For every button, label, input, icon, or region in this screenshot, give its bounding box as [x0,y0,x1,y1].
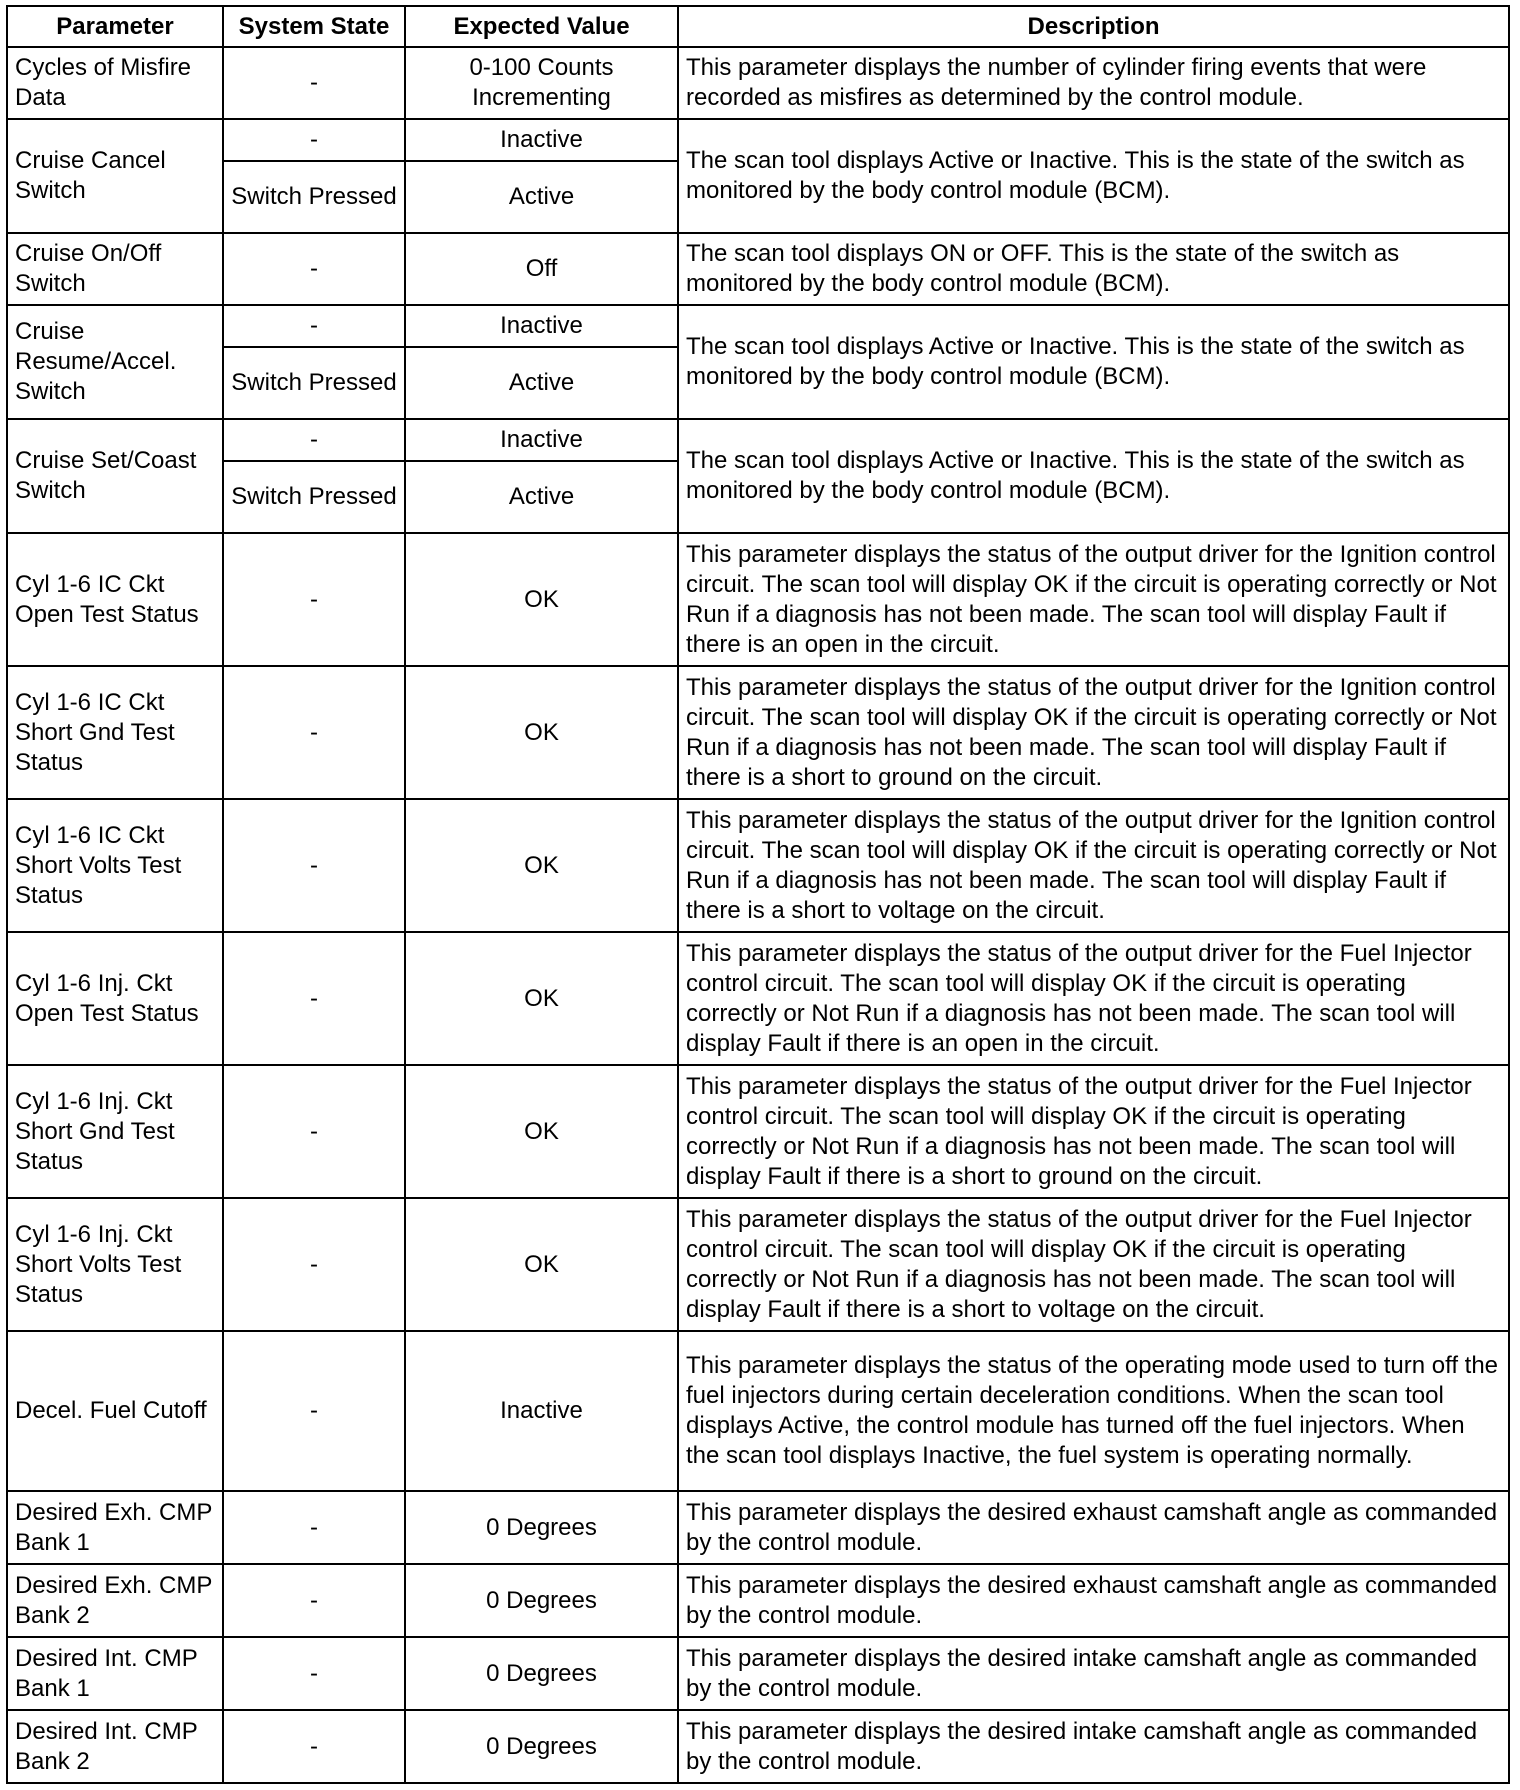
table-row [7,533,1509,666]
parameter-cell: Desired Exh. CMP Bank 2 [7,1564,223,1637]
expected-value-cell: OK [405,1198,678,1331]
table-row [7,119,1509,161]
parameter-cell: Cyl 1-6 Inj. Ckt Short Volts Test Status [7,1198,223,1331]
expected-value-cell: 0-100 Counts Incrementing [405,47,678,119]
parameter-cell: Cyl 1-6 IC Ckt Open Test Status [7,533,223,666]
parameter-cell: Cyl 1-6 Inj. Ckt Open Test Status [7,932,223,1065]
system-state-cell: - [223,233,405,305]
system-state-cell: - [223,305,405,347]
system-state-cell: - [223,799,405,932]
system-state-cell: - [223,47,405,119]
parameter-cell: Cyl 1-6 Inj. Ckt Short Gnd Test Status [7,1065,223,1198]
system-state-cell: - [223,119,405,161]
expected-value-cell: Inactive [405,419,678,461]
description-cell: This parameter displays the status of the output driver for the Ignition control circuit. The scan tool will display OK if the circuit is operating correctly or Not Run if a diagnosis has not been made. The scan tool will display Fault if there is an open in the circuit. [678,533,1509,666]
description-cell: This parameter displays the status of the operating mode used to turn off the fuel injectors during certain deceleration conditions. When the scan tool displays Active, the control module has turned off the fuel injectors. When the scan tool displays Inactive, the fuel system is operating normally. [678,1331,1509,1491]
table-row [7,1564,1509,1637]
description-cell: This parameter displays the desired intake camshaft angle as commanded by the control module. [678,1710,1509,1783]
description-cell: This parameter displays the status of the output driver for the Ignition control circuit. The scan tool will display OK if the circuit is operating correctly or Not Run if a diagnosis has not been made. The scan tool will display Fault if there is a short to voltage on the circuit. [678,799,1509,932]
table-row [7,233,1509,305]
description-cell: This parameter displays the desired intake camshaft angle as commanded by the control module. [678,1637,1509,1710]
expected-value-cell: OK [405,666,678,799]
header-row [7,6,1509,47]
expected-value-cell: 0 Degrees [405,1491,678,1564]
header-parameter: Parameter [7,6,223,47]
expected-value-cell: 0 Degrees [405,1564,678,1637]
system-state-cell: - [223,1198,405,1331]
system-state-cell: - [223,1065,405,1198]
parameter-cell: Desired Exh. CMP Bank 1 [7,1491,223,1564]
system-state-cell: - [223,1564,405,1637]
description-cell: The scan tool displays Active or Inactive. This is the state of the switch as monitored by the body control module (BCM). [678,419,1509,533]
parameter-table [6,5,1510,1784]
description-cell: This parameter displays the desired exhaust camshaft angle as commanded by the control module. [678,1491,1509,1564]
system-state-cell: - [223,1710,405,1783]
description-cell: The scan tool displays ON or OFF. This is the state of the switch as monitored by the body control module (BCM). [678,233,1509,305]
expected-value-cell: Off [405,233,678,305]
expected-value-cell: OK [405,1065,678,1198]
description-cell: This parameter displays the number of cylinder firing events that were recorded as misfires as determined by the control module. [678,47,1509,119]
parameter-cell: Cruise Set/Coast Switch [7,419,223,533]
system-state-cell: - [223,666,405,799]
system-state-cell: - [223,1637,405,1710]
system-state-cell: Switch Pressed [223,461,405,533]
table-row [7,666,1509,799]
table-body [7,47,1509,1783]
parameter-cell: Cycles of Misfire Data [7,47,223,119]
table-row [7,1710,1509,1783]
system-state-cell: Switch Pressed [223,347,405,419]
table-row [7,1331,1509,1491]
expected-value-cell: 0 Degrees [405,1710,678,1783]
system-state-cell: - [223,1331,405,1491]
header-system-state: System State [223,6,405,47]
expected-value-cell: OK [405,932,678,1065]
description-cell: This parameter displays the status of the output driver for the Ignition control circuit. The scan tool will display OK if the circuit is operating correctly or Not Run if a diagnosis has not been made. The scan tool will display Fault if there is a short to ground on the circuit. [678,666,1509,799]
expected-value-cell: OK [405,533,678,666]
description-cell: This parameter displays the status of the output driver for the Fuel Injector control circuit. The scan tool will display OK if the circuit is operating correctly or Not Run if a diagnosis has not been made. The scan tool will display Fault if there is a short to voltage on the circuit. [678,1198,1509,1331]
expected-value-cell: 0 Degrees [405,1637,678,1710]
table-row [7,1198,1509,1331]
expected-value-cell: Inactive [405,1331,678,1491]
expected-value-cell: Inactive [405,119,678,161]
parameter-cell: Cruise Cancel Switch [7,119,223,233]
expected-value-cell: Active [405,161,678,233]
description-cell: This parameter displays the status of the output driver for the Fuel Injector control circuit. The scan tool will display OK if the circuit is operating correctly or Not Run if a diagnosis has not been made. The scan tool will display Fault if there is an open in the circuit. [678,932,1509,1065]
system-state-cell: - [223,533,405,666]
parameter-cell: Decel. Fuel Cutoff [7,1331,223,1491]
description-cell: The scan tool displays Active or Inactive. This is the state of the switch as monitored by the body control module (BCM). [678,119,1509,233]
parameter-cell: Cruise On/Off Switch [7,233,223,305]
system-state-cell: - [223,1491,405,1564]
parameter-cell: Cruise Resume/Accel. Switch [7,305,223,419]
expected-value-cell: Active [405,347,678,419]
table-row [7,47,1509,119]
description-cell: The scan tool displays Active or Inactive. This is the state of the switch as monitored by the body control module (BCM). [678,305,1509,419]
description-cell: This parameter displays the desired exhaust camshaft angle as commanded by the control module. [678,1564,1509,1637]
parameter-cell: Desired Int. CMP Bank 1 [7,1637,223,1710]
parameter-cell: Cyl 1-6 IC Ckt Short Volts Test Status [7,799,223,932]
system-state-cell: - [223,419,405,461]
header-expected-value: Expected Value [405,6,678,47]
description-cell: This parameter displays the status of the output driver for the Fuel Injector control circuit. The scan tool will display OK if the circuit is operating correctly or Not Run if a diagnosis has not been made. The scan tool will display Fault if there is a short to ground on the circuit. [678,1065,1509,1198]
expected-value-cell: Active [405,461,678,533]
table-row [7,1491,1509,1564]
expected-value-cell: Inactive [405,305,678,347]
system-state-cell: - [223,932,405,1065]
parameter-cell: Cyl 1-6 IC Ckt Short Gnd Test Status [7,666,223,799]
header-description: Description [678,6,1509,47]
table-row [7,799,1509,932]
table-row [7,932,1509,1065]
parameter-cell: Desired Int. CMP Bank 2 [7,1710,223,1783]
table-row [7,1065,1509,1198]
expected-value-cell: OK [405,799,678,932]
table-row [7,305,1509,347]
table-row [7,1637,1509,1710]
system-state-cell: Switch Pressed [223,161,405,233]
table-row [7,419,1509,461]
